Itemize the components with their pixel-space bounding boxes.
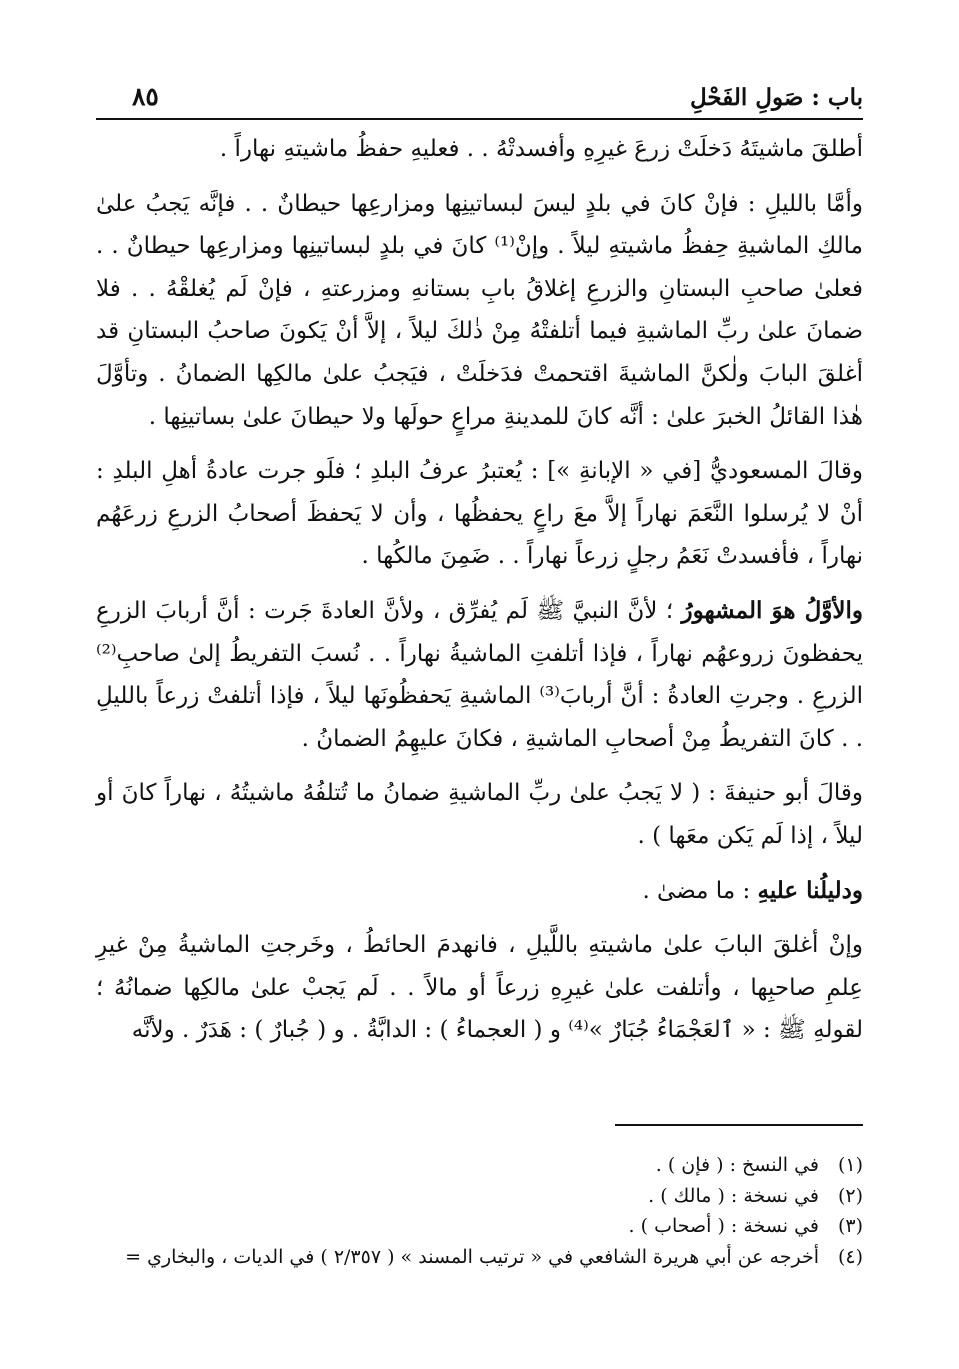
paragraph-text: وإنْ أغلقَ البابَ علىٰ ماشيتهِ باللَّيلِ ، فانهدمَ الحائطُ ، وخَرجتِ الماشيةُ مِنْ غيرِ عِلمِ صاحبِها ، وأتلفت علىٰ غيرِهِ زرعاً أو مالاً . . لَم يَجبْ علىٰ مالكِها ضمانُهُ ؛ لقولهِ ﷺ : « ٱلعَجْمَاءُ جُبَارٌ »⁽⁴⁾ و ( العجماءُ ) : الدابَّةُ . و ( جُبارٌ ) : هَدَرٌ . ولأنَّه [96,932,863,1044]
paragraph [96,924,863,1052]
footnote-text: أخرجه عن أبي هريرة الشافعي في « ترتيب المسند » ( ٢/٣٥٧ ) في الديات ، والبخاري = [125,1245,819,1268]
footnote [96,1150,863,1181]
footnote [96,1181,863,1212]
footnote-number: (٢) [837,1184,863,1207]
footnotes [96,1150,863,1272]
footnote-text: في نسخة : ( مالك ) . [648,1184,819,1207]
paragraph [96,590,863,760]
paragraph-text: ؛ لأنَّ النبيَّ ﷺ لَم يُفرِّق ، ولأنَّ العادةَ جَرت : أنَّ أربابَ الزرعِ يحفظونَ زروعهُم نهاراً ، فإذا أتلفتِ الماشيةُ نهاراً . . نُسبَ التفريطُ إلىٰ صاحبِ⁽²⁾ الزرعِ . وجرتِ العادةُ : أنَّ أربابَ⁽³⁾ الماشيةِ يَحفظُونَها ليلاً ، فإذا أتلفتْ زرعاً بالليلِ . . كانَ التفريطُ مِنْ أصحابِ الماشيةِ ، فكانَ عليهِمُ الضمانُ . [96,597,864,752]
footnote-divider [615,1124,863,1126]
main-text [96,128,863,1064]
page-number: ٨٥ [132,82,159,111]
footnote-number: (٤) [837,1245,863,1268]
footnote [96,1211,863,1242]
footnote-text: في النسخ : ( فإن ) . [655,1154,819,1176]
footnote-number: (٣) [837,1215,863,1237]
footnote-text: في نسخة : ( أصحاب ) . [628,1215,819,1237]
paragraph [96,450,863,578]
paragraph-lead: والأوَّلُ هوَ المشهورُ [681,596,863,624]
running-head: باب : صَولِ الفَحْلِ [690,84,863,111]
paragraph-lead: ودليلُنا عليهِ [757,876,863,904]
paragraph-text: أطلقَ ماشيتَهُ دَخلَتْ زرعَ غيرِهِ وأفسدتْهُ . . فعليهِ حفظُ ماشيتهِ نهاراً . [219,136,863,162]
paragraph-text: وأمَّا بالليلِ : فإنْ كانَ في بلدٍ ليسَ لبساتينِها ومزارعِها حيطانٌ . . فإنَّه يَجبُ علىٰ مالكِ الماشيةِ حِفظُ ماشيتهِ ليلاً . وإنْ⁽¹⁾ كانَ في بلدٍ لبساتينِها ومزارعِها حيطانٌ . . فعلىٰ صاحبِ البستانِ والزرعِ إغلاقُ بابِ بستانهِ ومزرعتهِ ، فإنْ لَم يُغلقْهُ . . فلا ضمانَ علىٰ ربِّ الماشيةِ فيما أتلفتْهُ مِنْ ذٰلكَ ليلاً ، إلاَّ أنْ يَكونَ صاحبُ البستانِ قد أغلقَ البابَ ولٰكنَّ الماشيةَ اقتحمتْ فدَخلَتْ ، فيَجبُ علىٰ مالكِها الضمانُ . وتأوَّلَ هٰذا القائلُ الخبرَ علىٰ : أنَّه كانَ للمدينةِ مراعٍ حولَها ولا حيطانَ علىٰ بساتينِها . [96,190,863,430]
paragraph [96,183,863,439]
footnote [96,1242,863,1273]
paragraph [96,128,863,171]
paragraph-text: وقالَ المسعوديُّ [في « الإبانةِ »] : يُعتبرُ عرفُ البلدِ ؛ فلَو جرت عادةُ أهلِ البلدِ : أنْ لا يُرسلوا النَّعَمَ نهاراً إلاَّ معَ راعٍ يحفظُها ، وأن لا يَحفظَ أصحابُ الزرعِ زرعَهُم نهاراً ، فأفسدتْ نَعَمُ رجلٍ زرعاً نهاراً . . ضَمِنَ مالكُها . [96,458,863,570]
footnote-number: (١) [837,1154,863,1176]
paragraph-text: : ما مضىٰ . [642,877,758,904]
paragraph [96,772,863,857]
page-header [96,78,863,120]
paragraph-text: وقالَ أبو حنيفةَ : ( لا يَجبُ علىٰ ربِّ الماشيةِ ضمانُ ما تُتلفُهُ ماشيتُهُ ، نهاراً كانَ أو ليلاً ، إذا لَم يَكن معَها ) . [96,780,863,849]
paragraph [96,870,863,913]
